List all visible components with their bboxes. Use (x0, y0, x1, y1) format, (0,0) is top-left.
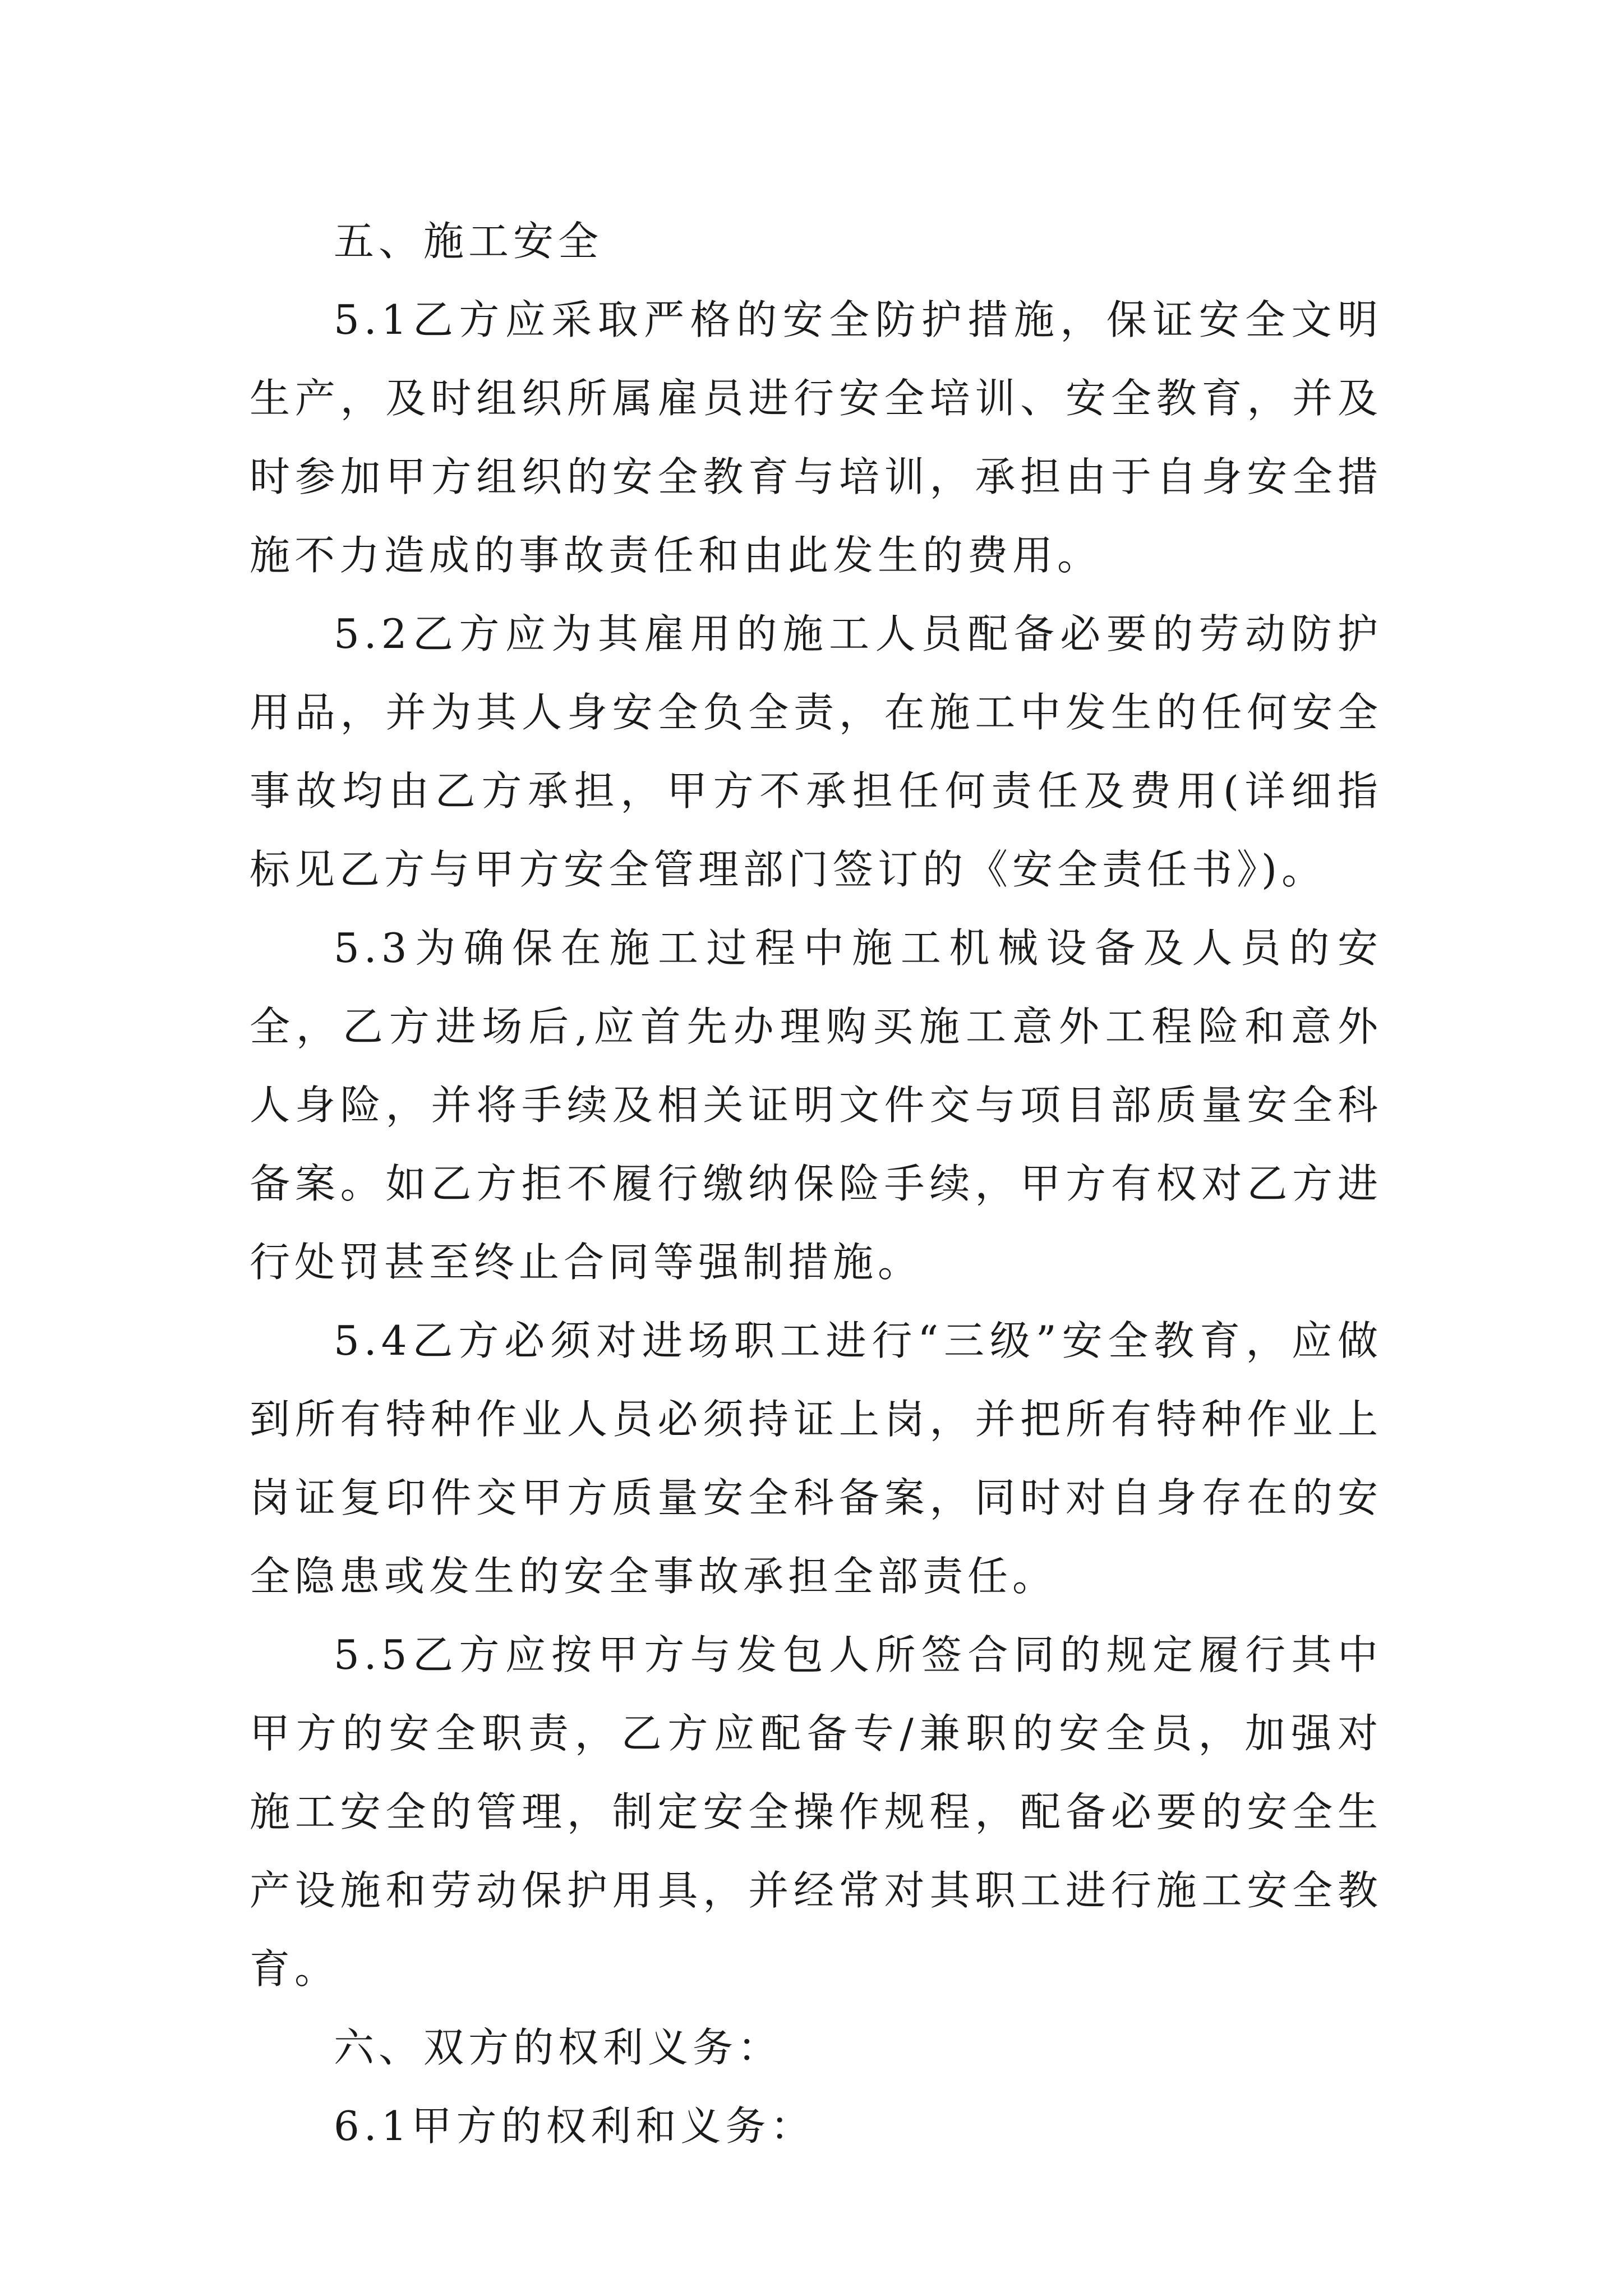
clause-5-1: 5.1乙方应采取严格的安全防护措施，保证安全文明生产，及时组织所属雇员进行安全培训、安全教育，并及时参加甲方组织的安全教育与培训，承担由于自身安全措施不力造成的事故责任和由此发生的费用。 (250, 296, 1382, 579)
section-6-heading: 六、双方的权利义务： (334, 2024, 783, 2071)
clause-5-3: 5.3为确保在施工过程中施工机械设备及人员的安全，乙方进场后,应首先办理购买施工意外工程险和意外人身险，并将手续及相关证明文件交与项目部质量安全科备案。如乙方拒不履行缴纳保险手续，甲方有权对乙方进行处罚甚至终止合同等强制措施。 (250, 924, 1382, 1286)
document-body (250, 202, 1382, 2165)
clause-5-2: 5.2乙方应为其雇用的施工人员配备必要的劳动防护用品，并为其人身安全负全责，在施工中发生的任何安全事故均由乙方承担，甲方不承担任何责任及费用(详细指标见乙方与甲方安全管理部门签订的《安全责任书》)。 (250, 610, 1382, 893)
section-5-heading: 五、施工安全 (334, 218, 603, 265)
clause-6-1: 6.1甲方的权利和义务： (334, 2102, 815, 2150)
clause-5-5: 5.5乙方应按甲方与发包人所签合同的规定履行其中甲方的安全职责，乙方应配备专/兼职的安全员，加强对施工安全的管理，制定安全操作规程，配备必要的安全生产设施和劳动保护用具，并经常对其职工进行施工安全教育。 (250, 1631, 1382, 1993)
clause-5-4: 5.4乙方必须对进场职工进行“三级”安全教育，应做到所有特种作业人员必须持证上岗，并把所有特种作业上岗证复印件交甲方质量安全科备案，同时对自身存在的安全隐患或发生的安全事故承担全部责任。 (250, 1317, 1382, 1600)
